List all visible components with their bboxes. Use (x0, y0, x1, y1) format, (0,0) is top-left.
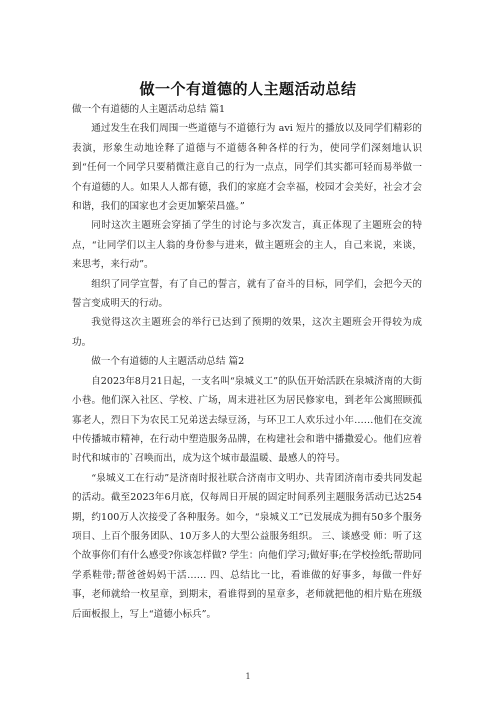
document-body (72, 100, 422, 624)
paragraph-1: 通过发生在我们周围一些道德与不道德行为 avi 短片的播放以及同学们精彩的表演，形象生动地诠释了道德与不道德各种各样的行为，使同学们深刻地认识到“任何一个同学只要稍微注意自己的行为一点点，同学们其实都可轻而易举做一个有道德的人。如果人人都有德，我们的家庭才会幸福，校园才会美好，社会才会和谐，我们的国家也才会更加繁荣昌盛。” (72, 123, 422, 213)
paragraph-2: 同时这次主题班会穿插了学生的讨论与多次发言，真正体现了主题班会的特点，“让同学们以主人翁的身份参与进来，做主题班会的主人，自己来说，来谈，来思考，来行动”。 (72, 220, 422, 271)
section-heading-1: 做一个有道德的人主题活动总结 篇1 (72, 104, 226, 115)
page-number: 1 (245, 672, 251, 681)
paragraph-3: 组织了同学宣誓，有了自己的誓言，就有了奋斗的目标，同学们，会把今天的誓言变成明天的行动。 (72, 278, 422, 310)
section-heading-2: 做一个有道德的人主题活动总结 篇2 (91, 356, 245, 368)
paragraph-5: 自2023年8月21日起，一支名叫“泉城义工”的队伍开始活跃在泉城济南的大街小巷。他们深入社区、学校、广场，周末进社区为居民修家电，到老年公寓照顾孤寡老人，烈日下为农民工兄弟送去绿豆汤，与环卫工人欢乐过小年……他们在交流中传播城市精神，在行动中塑造服务品牌，在构建社会和谐中播撒爱心。他们应着时代和城市的`召唤而出，成为这个城市最温暖、最感人的符号。 (72, 375, 422, 465)
paragraph-4: 我觉得这次主题班会的举行已达到了预期的效果，这次主题班会开得较为成功。 (72, 317, 422, 348)
paragraph-6: “泉城义工在行动”是济南时报社联合济南市文明办、共青团济南市委共同发起的活动。截至2023年6月底，仅每周日开展的固定时间系列主题服务活动已达254期，约100万人次接受了各种服务。如今，“泉城义工”已发展成为拥有50多个服务项目、上百个服务团队、10万多人的大型公益服务组织。 三、谈感受 师：听了这个故事你们有什么感受?你该怎样做? 学生：向他们学习;做好事;在学校捡纸;帮助同学系鞋带;帮爸爸妈妈干活…… 四、总结比一比，看谁做的好事多，每做一件好事，老师就给一枚星章，到期末，看谁得到的星章多，老师就把他的相片贴在班级后面板报上，写上“道德小标兵”。 (72, 472, 422, 620)
document-title: 做一个有道德的人主题活动总结 (139, 80, 357, 98)
